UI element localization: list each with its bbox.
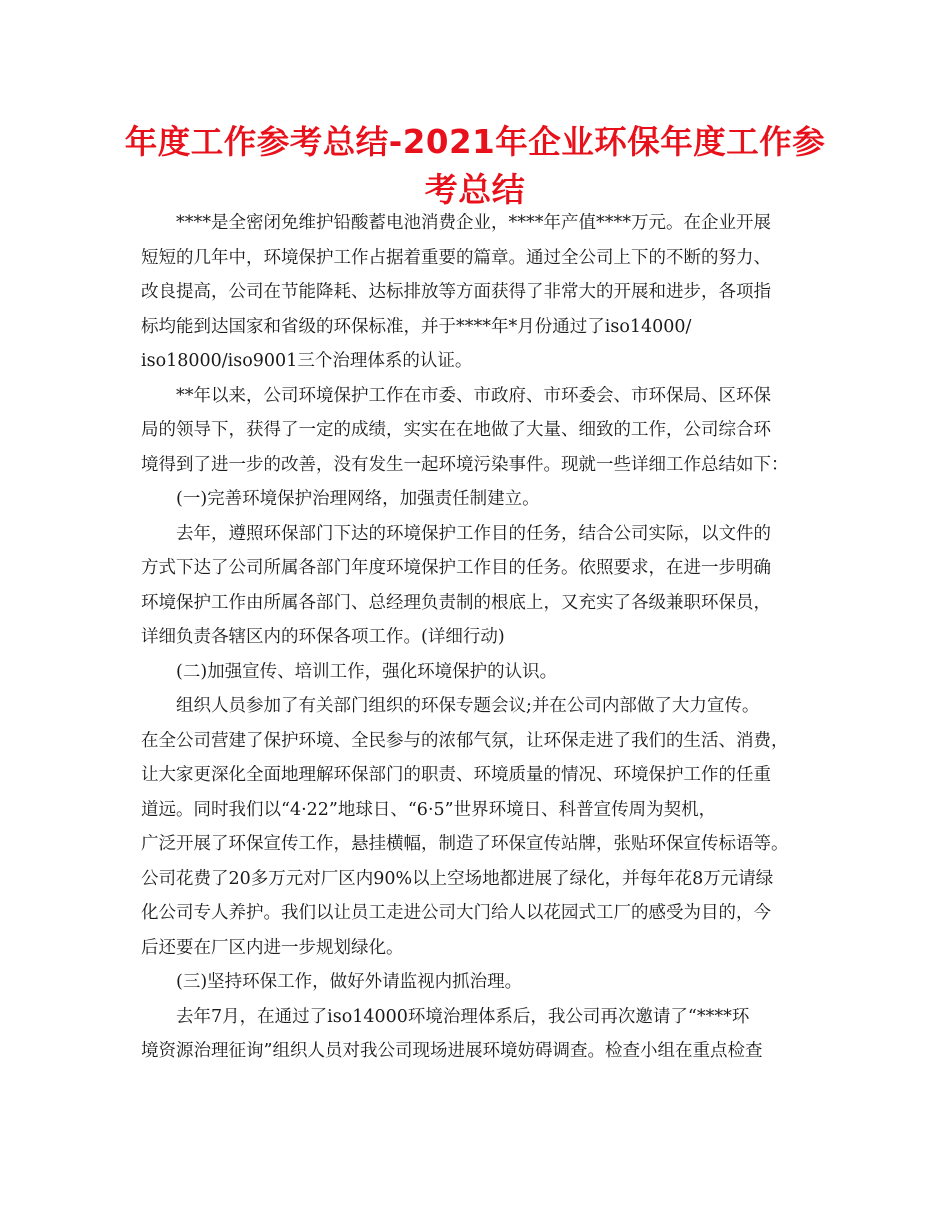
text-line: 短短的几年中，环境保护工作占据着重要的篇章。通过全公司上下的不断的努力、 [141, 247, 771, 268]
section-heading: (二)加强宣传、培训工作，强化环境保护的认识。 [176, 661, 558, 682]
text-line: 境得到了进一步的改善，没有发生一起环境污染事件。现就一些详细工作总结如下： [141, 454, 789, 475]
text-line: 标均能到达国家和省级的环保标准，并于****年*月份通过了iso14000/ [141, 316, 692, 337]
text-line: 在全公司营建了保护环境、全民参与的浓郁气氛，让环保走进了我们的生活、消费， [141, 730, 789, 751]
text-line: 境资源治理征询”组织人员对我公司现场进展环境妨碍调查。检查小组在重点检查 [141, 1041, 763, 1061]
document-body [141, 206, 827, 1069]
text-line: 改良提高，公司在节能降耗、达标排放等方面获得了非常大的开展和进步，各项指 [141, 282, 771, 302]
title-line-1: 年度工作参考总结-2021年企业环保年度工作参 [124, 123, 826, 161]
text-line: 组织人员参加了有关部门组织的环保专题会议;并在公司内部做了大力宣传。 [176, 696, 760, 716]
text-line: ****是全密闭免维护铅酸蓄电池消费企业，****年产值****万元。在企业开展 [176, 213, 771, 233]
section-heading: (三)坚持环保工作，做好外请监视内抓治理。 [176, 972, 523, 992]
title-line-2: 考总结 [424, 170, 526, 209]
text-line: 方式下达了公司所属各部门年度环境保护工作目的任务。依照要求，在进一步明确 [141, 558, 771, 578]
text-line: 广泛开展了环保宣传工作，悬挂横幅，制造了环保宣传站牌，张贴环保宣传标语等。 [141, 834, 789, 854]
section-heading: (一)完善环境保护治理网络，加强责任制建立。 [176, 489, 540, 509]
text-line: 去年，遵照环保部门下达的环境保护工作目的任务，结合公司实际，以文件的 [176, 523, 771, 544]
text-line: 让大家更深化全面地理解环保部门的职责、环境质量的情况、环境保护工作的任重 [141, 765, 771, 785]
text-line: 环境保护工作由所属各部门、总经理负责制的根底上，又充实了各级兼职环保员， [141, 592, 771, 613]
text-line: 后还要在厂区内进一步规划绿化。 [141, 937, 404, 958]
text-line: **年以来，公司环境保护工作在市委、市政府、市环委会、市环保局、区环保 [176, 385, 771, 406]
text-line: 去年7月，在通过了iso14000环境治理体系后，我公司再次邀请了“****环 [176, 1006, 750, 1027]
text-line: iso18000/iso9001三个治理体系的认证。 [141, 351, 473, 371]
text-line: 局的领导下，获得了一定的成绩，实实在在地做了大量、细致的工作，公司综合环 [141, 420, 771, 440]
text-line: 详细负责各辖区内的环保各项工作。(详细行动) [141, 627, 505, 647]
document-title [120, 118, 830, 214]
text-line: 道远。同时我们以“4·22”地球日、“6·5”世界环境日、科普宣传周为契机， [141, 799, 717, 820]
text-line: 化公司专人养护。我们以让员工走进公司大门给人以花园式工厂的感受为目的，今 [141, 903, 771, 923]
text-line: 公司花费了20多万元对厂区内90%以上空场地都进展了绿化，并每年花8万元请绿 [141, 868, 774, 889]
